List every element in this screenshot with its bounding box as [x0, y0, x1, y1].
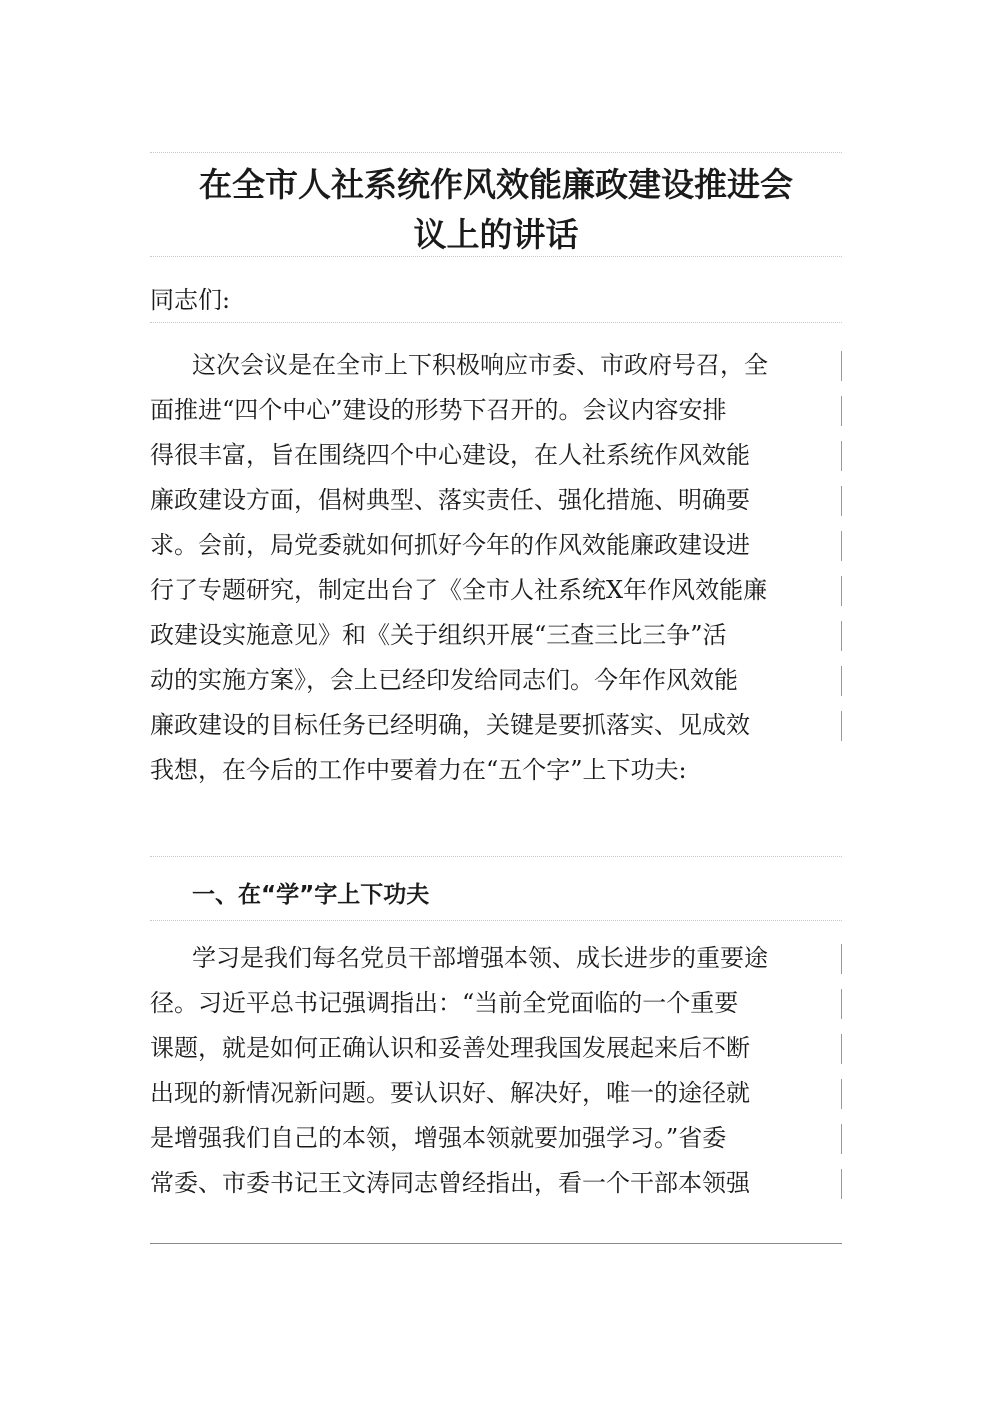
paragraph-1-line: 行了专题研究，制定出台了《全市人社系统X年作风效能廉: [150, 568, 842, 613]
section-heading-1: 一、在“学”字上下功夫: [192, 882, 430, 908]
paragraph-1-line: 我想，在今后的工作中要着力在“五个字”上下功夫:: [150, 756, 687, 784]
paragraph-2-line: 是增强我们自己的本领，增强本领就要加强学习。”省委: [150, 1116, 842, 1161]
document-title: [150, 160, 842, 260]
title-line-1: 在全市人社系统作风效能廉政建设推进会: [199, 165, 793, 204]
title-divider: [150, 256, 842, 257]
title-line-2: 议上的讲话: [413, 215, 579, 254]
salutation-divider: [150, 322, 842, 323]
paragraph-1-line: 动的实施方案》，会上已经印发给同志们。今年作风效能: [150, 658, 842, 703]
paragraph-1-line: 求。会前，局党委就如何抓好今年的作风效能廉政建设进: [150, 523, 842, 568]
top-divider: [150, 152, 842, 153]
paragraph-2-line: 学习是我们每名党员干部增强本领、成长进步的重要途: [150, 936, 842, 981]
paragraph-1: [150, 343, 842, 793]
paragraph-2-line: 常委、市委书记王文涛同志曾经指出，看一个干部本领强: [150, 1161, 842, 1206]
paragraph-1-divider: [150, 856, 842, 857]
paragraph-2-line: 径。习近平总书记强调指出：“当前全党面临的一个重要: [150, 981, 842, 1026]
paragraph-2: [150, 936, 842, 1206]
paragraph-1-line: 廉政建设方面，倡树典型、落实责任、强化措施、明确要: [150, 478, 842, 523]
paragraph-1-line: 得很丰富，旨在围绕四个中心建设，在人社系统作风效能: [150, 433, 842, 478]
paragraph-1-line: 这次会议是在全市上下积极响应市委、市政府号召，全: [150, 343, 842, 388]
paragraph-1-line: 政建设实施意见》和《关于组织开展“三查三比三争”活: [150, 613, 842, 658]
bottom-divider: [150, 1243, 842, 1244]
paragraph-1-line: 面推进“四个中心”建设的形势下召开的。会议内容安排: [150, 388, 842, 433]
heading-divider: [150, 920, 842, 921]
salutation: 同志们:: [150, 286, 231, 314]
paragraph-2-line: 出现的新情况新问题。要认识好、解决好，唯一的途径就: [150, 1071, 842, 1116]
document-page: [150, 152, 842, 1244]
paragraph-2-line: 课题，就是如何正确认识和妥善处理我国发展起来后不断: [150, 1026, 842, 1071]
paragraph-1-line: 廉政建设的目标任务已经明确，关键是要抓落实、见成效: [150, 703, 842, 748]
